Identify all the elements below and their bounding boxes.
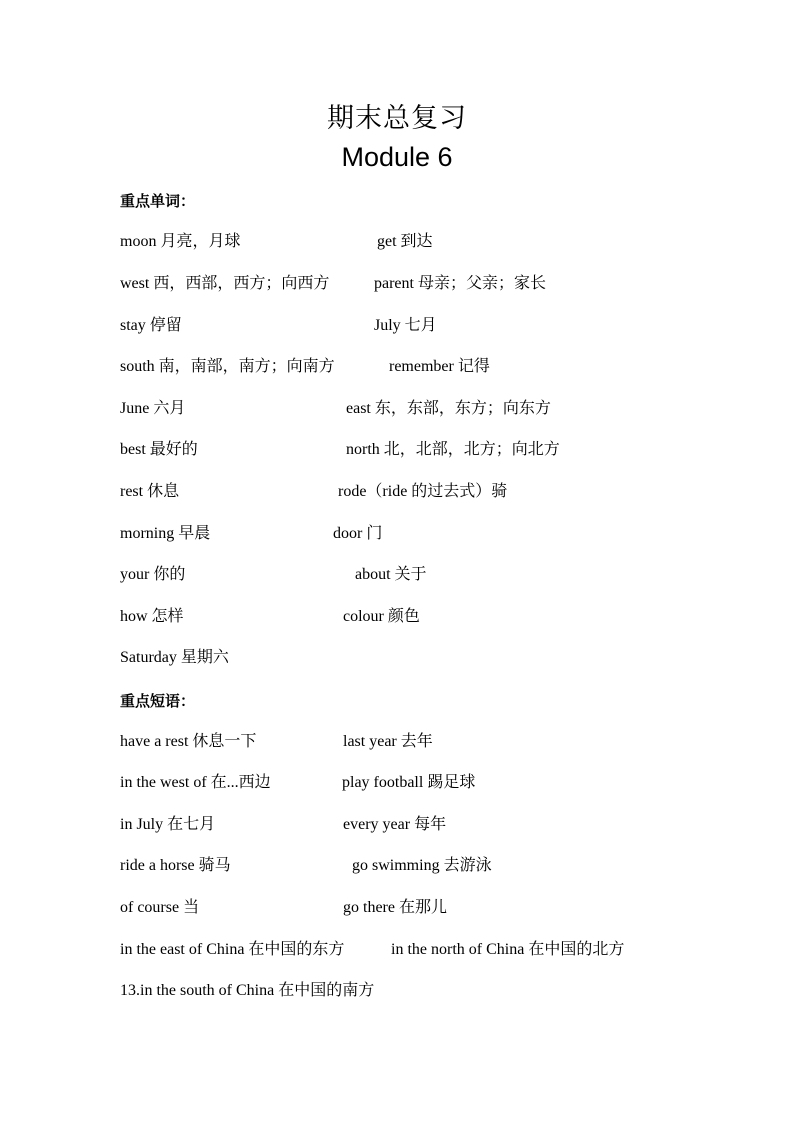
word-entry: west 西，西部，西方；向西方 bbox=[120, 275, 330, 292]
word-entry: colour 颜色 bbox=[343, 608, 420, 625]
word-entry: parent 母亲；父亲；家长 bbox=[374, 275, 546, 292]
word-entry: rest 休息 bbox=[120, 483, 180, 500]
word-row bbox=[0, 522, 794, 546]
word-entry: stay 停留 bbox=[120, 317, 182, 334]
phrase-entry: of course 当 bbox=[120, 899, 200, 916]
word-row bbox=[0, 355, 794, 379]
phrase-entry: go swimming 去游泳 bbox=[352, 857, 492, 874]
phrase-entry: every year 每年 bbox=[343, 816, 447, 833]
word-row bbox=[0, 397, 794, 421]
word-entry: door 门 bbox=[333, 525, 383, 542]
phrase-entry: have a rest 休息一下 bbox=[120, 733, 257, 750]
word-entry: June 六月 bbox=[120, 400, 186, 417]
word-row bbox=[0, 480, 794, 504]
word-entry: north 北，北部，北方；向北方 bbox=[346, 441, 560, 458]
phrases-heading: 重点短语： bbox=[120, 692, 196, 710]
word-row bbox=[0, 646, 794, 670]
phrase-row bbox=[0, 771, 794, 795]
phrase-entry: in the north of China 在中国的北方 bbox=[391, 941, 625, 958]
phrase-row bbox=[0, 896, 794, 920]
word-row bbox=[0, 230, 794, 254]
word-entry: how 怎样 bbox=[120, 608, 184, 625]
phrase-entry: ride a horse 骑马 bbox=[120, 857, 231, 874]
word-entry: morning 早晨 bbox=[120, 525, 211, 542]
word-entry: moon 月亮，月球 bbox=[120, 233, 241, 250]
phrase-entry: last year 去年 bbox=[343, 733, 433, 750]
word-row bbox=[0, 605, 794, 629]
word-entry: best 最好的 bbox=[120, 441, 198, 458]
phrase-row bbox=[0, 730, 794, 754]
word-row bbox=[0, 314, 794, 338]
phrase-row bbox=[0, 813, 794, 837]
word-entry: about 关于 bbox=[355, 566, 427, 583]
word-row bbox=[0, 272, 794, 296]
phrase-row bbox=[0, 938, 794, 962]
word-entry: south 南，南部，南方；向南方 bbox=[120, 358, 335, 375]
phrase-entry: in July 在七月 bbox=[120, 816, 216, 833]
word-entry: east 东，东部，东方；向东方 bbox=[346, 400, 551, 417]
document-title: 期末总复习 bbox=[327, 103, 467, 134]
module-title: Module 6 bbox=[341, 142, 453, 172]
phrase-row bbox=[0, 854, 794, 878]
word-entry: July 七月 bbox=[374, 317, 437, 334]
phrase-entry: in the east of China 在中国的东方 bbox=[120, 941, 345, 958]
word-row bbox=[0, 563, 794, 587]
word-row bbox=[0, 438, 794, 462]
word-entry: Saturday 星期六 bbox=[120, 649, 229, 666]
words-heading: 重点单词： bbox=[120, 192, 196, 210]
word-entry: your 你的 bbox=[120, 566, 186, 583]
word-entry: remember 记得 bbox=[389, 358, 490, 375]
phrase-entry: 13.in the south of China 在中国的南方 bbox=[120, 982, 375, 999]
phrase-entry: in the west of 在...西边 bbox=[120, 774, 271, 791]
phrase-entry: go there 在那儿 bbox=[343, 899, 447, 916]
phrase-row bbox=[0, 979, 794, 1003]
phrase-entry: play football 踢足球 bbox=[342, 774, 476, 791]
word-entry: rode（ride 的过去式）骑 bbox=[338, 483, 508, 500]
word-entry: get 到达 bbox=[377, 233, 433, 250]
